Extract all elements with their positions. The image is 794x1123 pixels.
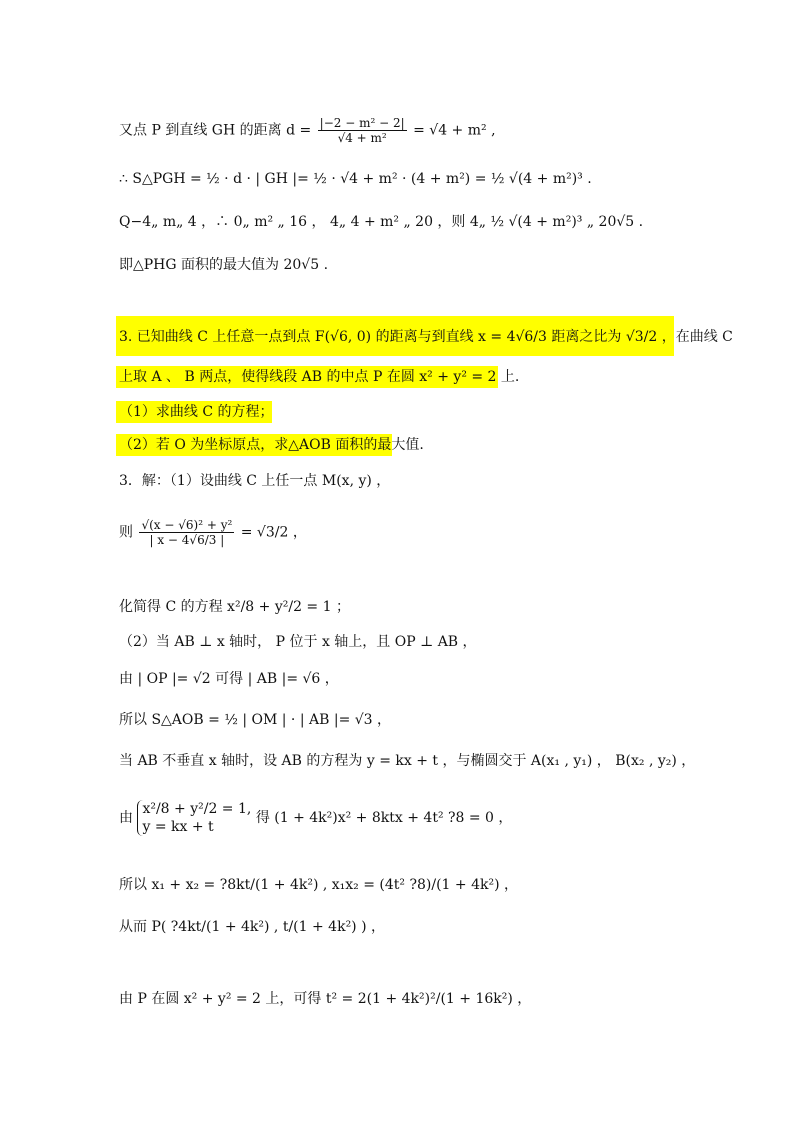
- solution-step-4: （2）当 AB ⊥ x 轴时， P 位于 x 轴上，且 OP ⊥ AB ，: [119, 634, 477, 650]
- solution-step-3: 化简得 C 的方程 x²/8 + y²/2 = 1 ；: [119, 599, 350, 615]
- problem-3-line-1: 3. 已知曲线 C 上任意一点到点 F(√6, 0) 的距离与到直线 x = 4√6/3 距离之比为 √3/2 ，在曲线 C: [119, 329, 733, 345]
- distance-line: [119, 116, 496, 145]
- ratio-prefix: 则: [119, 524, 133, 541]
- range-line: Q−4„ m„ 4 ，∴ 0„ m² „ 16 ， 4„ 4 + m² „ 20 ，则 4„ ½ √(4 + m²)³ „ 20√5 .: [119, 214, 644, 230]
- problem-3-line-2: 上取 A 、 B 两点，使得线段 AB 的中点 P 在圆 x² + y² = 2 上.: [119, 369, 520, 385]
- solution-step-10: 从而 P( ?4kt/(1 + 4k²) , t/(1 + 4k²) ) ，: [119, 919, 386, 935]
- solution-step-5: 由 | OP |= √2 可得 | AB |= √6 ，: [119, 671, 339, 687]
- solution-step-6: 所以 S△AOB = ½ | OM | · | AB |= √3 ，: [119, 712, 392, 728]
- system-equation-2: y = kx + t: [142, 819, 214, 835]
- solution-step-7: 当 AB 不垂直 x 轴时，设 AB 的方程为 y = kx + t ，与椭圆交于 A(x₁ , y₁) ， B(x₂ , y₂) ，: [119, 753, 696, 769]
- distance-denominator: √4 + m²: [337, 131, 387, 145]
- distance-result: = √4 + m² ,: [413, 122, 496, 139]
- ratio-fraction: [139, 518, 234, 547]
- solution-step-1: 3．解：（1）设曲线 C 上任一点 M(x, y) ，: [119, 473, 391, 489]
- solution-step-11: 由 P 在圆 x² + y² = 2 上，可得 t² = 2(1 + 4k²)²/(1 + 16k²) ，: [119, 991, 532, 1007]
- system-equation-1: x²/8 + y²/2 = 1,: [142, 801, 252, 817]
- max-area-conclusion: 即△PHG 面积的最大值为 20√5 .: [119, 257, 329, 273]
- problem-3-part-2: （2）若 O 为坐标原点，求△AOB 面积的最大值.: [119, 437, 424, 453]
- ratio-numerator: √(x − √6)² + y²: [141, 518, 233, 532]
- equation-system: [137, 800, 251, 836]
- distance-fraction: [318, 116, 407, 145]
- distance-prefix: 又点 P 到直线 GH 的距离 d =: [119, 122, 312, 139]
- problem-3-part-1: （1）求曲线 C 的方程；: [119, 404, 274, 420]
- quadratic-equation: 得 (1 + 4k²)x² + 8ktx + 4t² ?8 = 0 ，: [255, 810, 513, 826]
- ratio-denominator: | x − 4√6/3 |: [149, 533, 225, 547]
- solution-step-2: [119, 518, 307, 547]
- solution-step-8: 由 x²/8 + y²/2 = 1, y = kx + t 得 (1 + 4k²)x² + 8ktx + 4t² ?8 = 0 ，: [119, 801, 513, 835]
- solution-step-9: 所以 x₁ + x₂ = ?8kt/(1 + 4k²) , x₁x₂ = (4t² ?8)/(1 + 4k²) ，: [119, 877, 518, 893]
- distance-numerator: |−2 − m² − 2|: [319, 116, 405, 130]
- ratio-result: = √3/2 ，: [240, 524, 307, 541]
- area-formula-line: ∴ S△PGH = ½ · d · | GH |= ½ · √4 + m² · (4 + m²) = ½ √(4 + m²)³ .: [119, 171, 592, 187]
